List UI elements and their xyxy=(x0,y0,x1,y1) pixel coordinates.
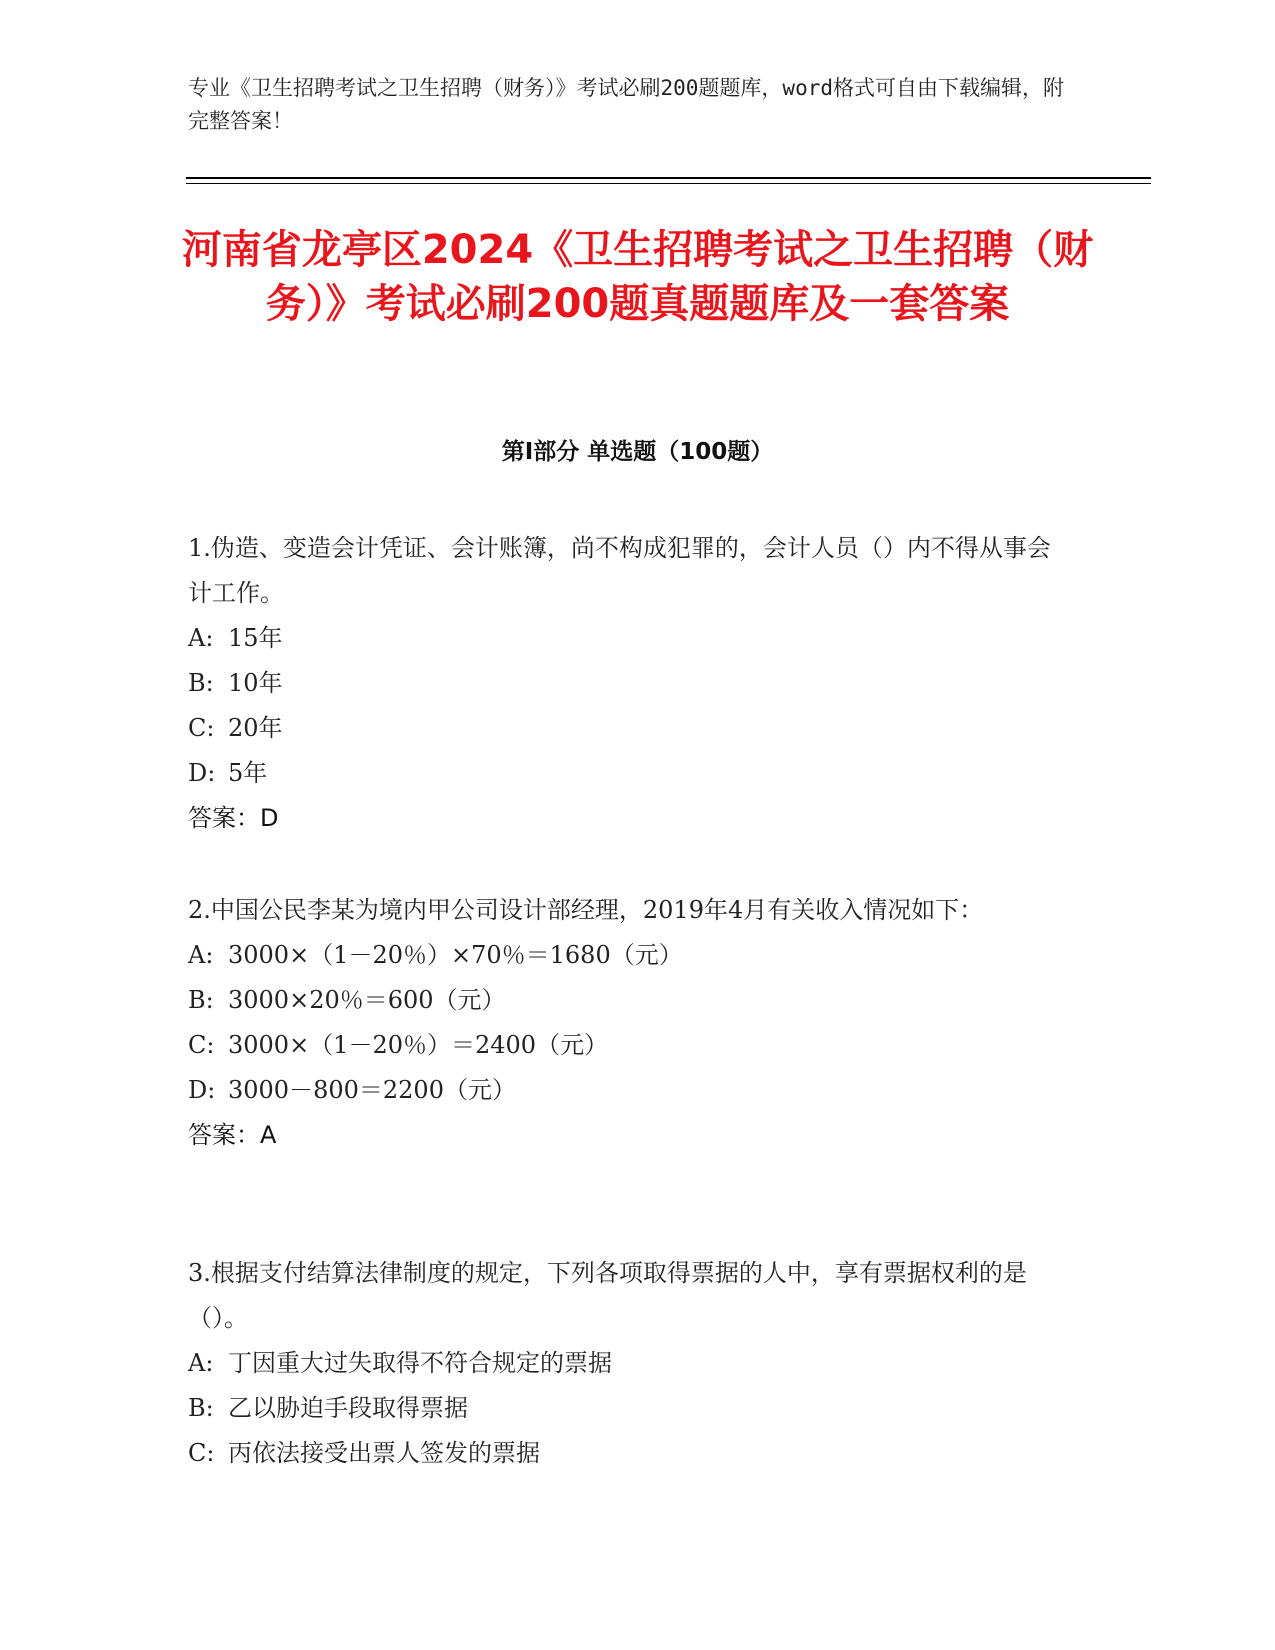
section-heading: 第Ⅰ部分 单选题（100题） xyxy=(501,439,774,465)
option-a xyxy=(188,933,1068,978)
option-b xyxy=(188,1386,1068,1431)
option-d xyxy=(188,1068,1068,1113)
option-letter: A: xyxy=(188,624,214,652)
option-letter: B: xyxy=(188,1394,214,1422)
question-3 xyxy=(188,1251,1068,1476)
option-b xyxy=(188,661,1068,706)
question-2 xyxy=(188,888,1068,1158)
option-letter: C: xyxy=(188,1031,215,1059)
question-stem: 2.中国公民李某为境内甲公司设计部经理，2019年4月有关收入情况如下： xyxy=(188,896,984,924)
option-letter: B: xyxy=(188,986,214,1014)
option-text: 乙以胁迫手段取得票据 xyxy=(228,1394,468,1422)
option-text: 3000×20％＝600（元） xyxy=(228,986,506,1014)
option-text: 丙依法接受出票人签发的票据 xyxy=(228,1439,540,1467)
option-letter: D: xyxy=(188,759,216,787)
option-text: 20年 xyxy=(228,714,283,742)
option-letter: C: xyxy=(188,1439,215,1467)
header-divider-thin xyxy=(186,183,1151,184)
option-text: 3000×（1－20％）×70％＝1680（元） xyxy=(228,941,683,969)
option-letter: A: xyxy=(188,1349,214,1377)
option-c xyxy=(188,706,1068,751)
option-letter: B: xyxy=(188,669,214,697)
option-letter: A: xyxy=(188,941,214,969)
option-b xyxy=(188,978,1068,1023)
document-title: 河南省龙亭区2024《卫生招聘考试之卫生招聘（财务）》考试必刷200题真题题库及一套答案 xyxy=(181,227,1094,327)
document-header-note: 专业《卫生招聘考试之卫生招聘（财务）》考试必刷200题题库，word格式可自由下载编辑，附完整答案！ xyxy=(188,76,1064,133)
option-a xyxy=(188,1341,1068,1386)
option-c xyxy=(188,1023,1068,1068)
option-text: 10年 xyxy=(228,669,283,697)
answer-line: 答案：A xyxy=(188,1121,277,1149)
question-stem: 1.伪造、变造会计凭证、会计账簿，尚不构成犯罪的，会计人员（）内不得从事会计工作。 xyxy=(188,534,1051,607)
option-text: 5年 xyxy=(228,759,268,787)
option-text: 3000×（1－20％）＝2400（元） xyxy=(228,1031,609,1059)
option-text: 丁因重大过失取得不符合规定的票据 xyxy=(228,1349,612,1377)
header-divider-thick xyxy=(186,177,1151,179)
option-letter: C: xyxy=(188,714,215,742)
option-c xyxy=(188,1431,1068,1476)
answer-line: 答案：D xyxy=(188,804,279,832)
option-text: 3000－800＝2200（元） xyxy=(228,1076,516,1104)
question-1 xyxy=(188,526,1068,841)
option-text: 15年 xyxy=(228,624,283,652)
option-d xyxy=(188,751,1068,796)
option-a xyxy=(188,616,1068,661)
option-letter: D: xyxy=(188,1076,216,1104)
question-stem: 3.根据支付结算法律制度的规定，下列各项取得票据的人中，享有票据权利的是（）。 xyxy=(188,1259,1027,1332)
